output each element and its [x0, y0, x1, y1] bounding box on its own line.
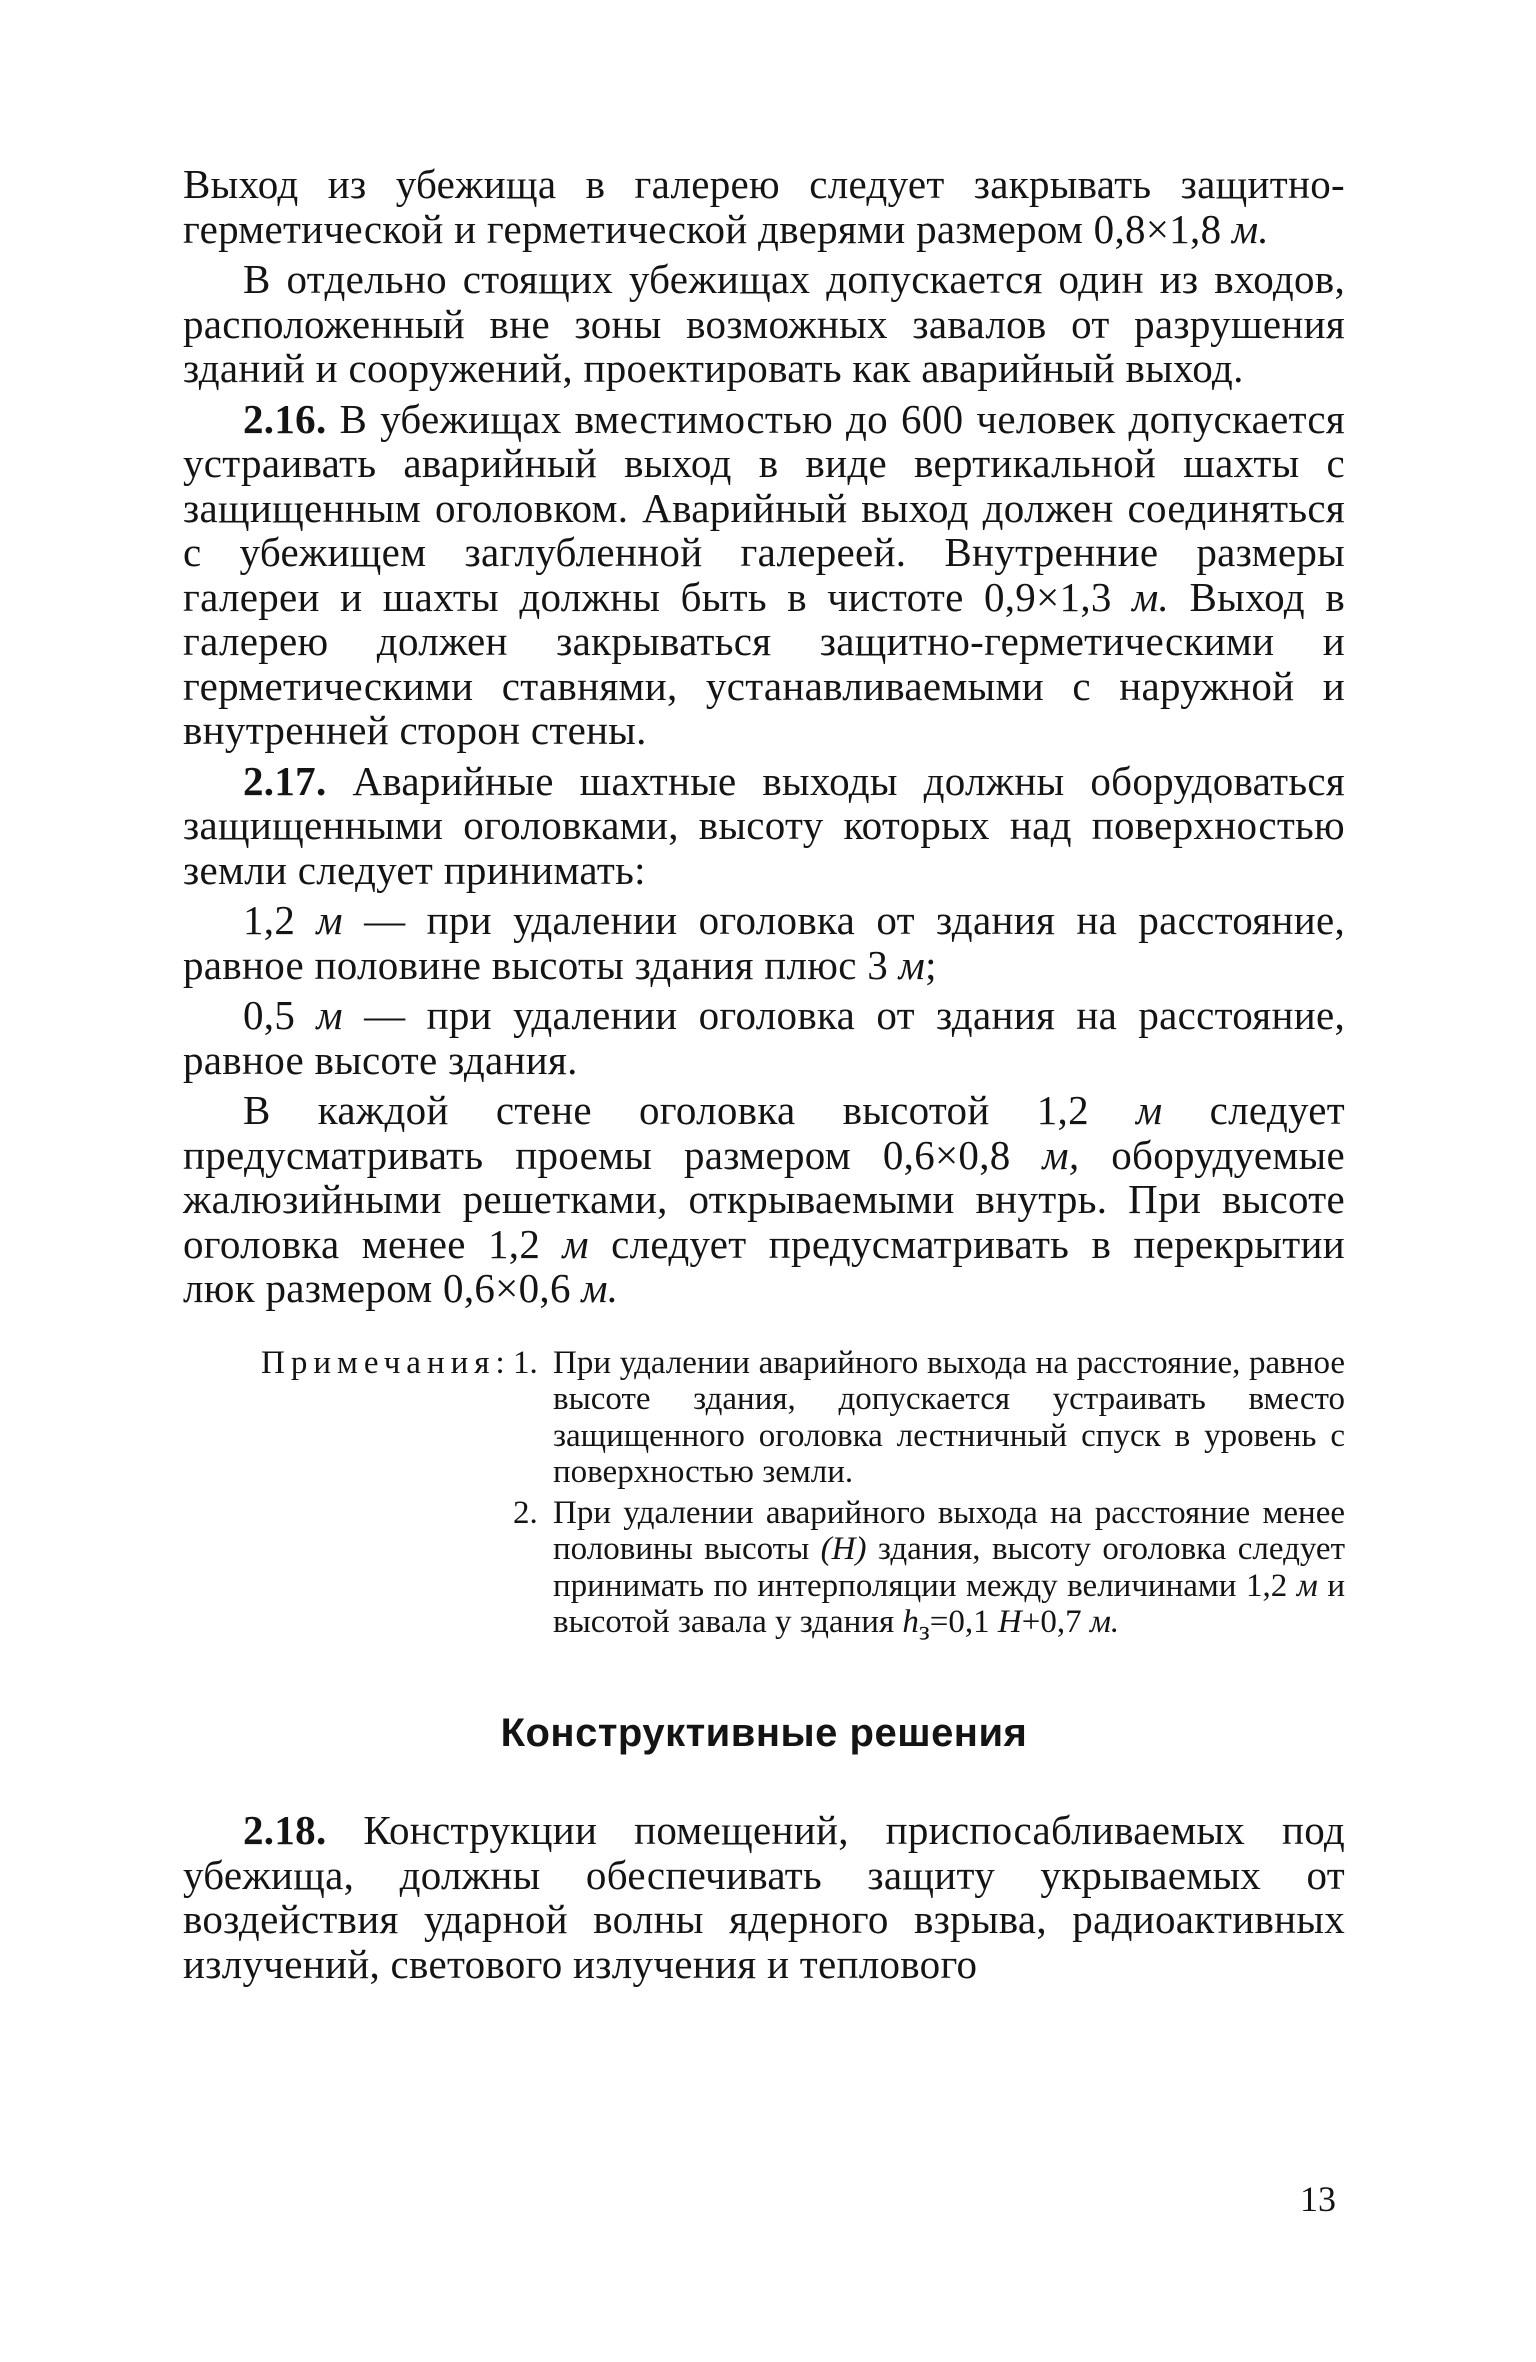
- unit-label: м.: [1132, 573, 1170, 620]
- paragraph-text: следует предусматривать проемы размером 0,6×0,8: [183, 1087, 1345, 1178]
- unit-label: м.: [1089, 1604, 1120, 1640]
- paragraph-text: — при удалении оголовка от здания на расстояние, равное высоте здания.: [183, 992, 1345, 1083]
- unit-label: м: [562, 1220, 589, 1267]
- paragraph-text: следует предусматривать в перекрытии люк размером 0,6×0,6: [183, 1220, 1345, 1311]
- paragraph-text: В каждой стене оголовка высотой 1,2: [243, 1087, 1137, 1133]
- paragraph-2-18: [183, 1808, 1345, 1986]
- paragraph-text: оборудуемые жалюзийными решетками, открываемыми внутрь. При высоте оголовка менее 1,2: [183, 1131, 1346, 1267]
- paragraph-text: 0,5: [243, 992, 317, 1038]
- unit-label: м.: [581, 1265, 619, 1311]
- notes-label: Примечания:: [261, 1344, 511, 1381]
- clause-number: 2.17.: [243, 757, 327, 804]
- note-number: 1.: [513, 1344, 538, 1381]
- paragraph-height-1-2: [183, 898, 1345, 987]
- paragraph-height-0-5: [183, 993, 1345, 1082]
- unit-label: м,: [1042, 1131, 1080, 1178]
- paragraph-2-17: [183, 759, 1345, 893]
- formula-symbol: H: [997, 1604, 1022, 1640]
- notes-block: [183, 1345, 1345, 1650]
- paragraph-openings: [183, 1088, 1345, 1311]
- paragraph-exit-gallery: [183, 162, 1345, 251]
- note-text: При удалении аварийного выхода на расстояние менее половины высоты: [553, 1494, 1345, 1567]
- note-item: [513, 1494, 1345, 1650]
- note-text: и высотой завала у здания: [553, 1567, 1345, 1640]
- paragraph-text: 1,2: [243, 897, 317, 943]
- paragraph-text: Конструкции помещений, приспосабливаемых под убежища, должны обеспечивать защиту укрываемых от воздействия ударной волны ядерного взрыва, радиоактивных излучений, светового излучения и теплового: [183, 1807, 1345, 1987]
- paragraph-text: В убежищах вместимостью до 600 человек допускается устраивать аварийный выход в виде вертикальной шахты с защищенным оголовком. Аварийный выход должен соединяться с убежищем заглубленной галереей. Внутренние размеры галереи и шахты должны быть в чистоте 0,9×1,3: [183, 395, 1345, 620]
- note-text: При удалении аварийного выхода на расстояние, равное высоте здания, допускается устраивать вместо защищенного оголовка лестничный спуск в уровень с поверхностью земли.: [553, 1344, 1345, 1490]
- paragraph-text: Выход из убежища в галерею следует закрывать защитно-герметической и герметической дверями размером 0,8×1,8: [183, 161, 1345, 252]
- paragraph-2-16: [183, 397, 1345, 753]
- clause-number: 2.16.: [243, 395, 327, 442]
- document-body: [183, 162, 1345, 1986]
- paragraph-standalone-shelters: [183, 257, 1345, 391]
- formula-symbol: h: [902, 1604, 919, 1640]
- note-text: =0,1: [929, 1604, 998, 1640]
- unit-label: м: [1296, 1567, 1318, 1604]
- paragraph-text: Выход в галерею должен закрываться защитно-герметическими и герметическими ставнями, устанавливаемыми с наружной и внутренней сторон стены.: [183, 573, 1346, 753]
- clause-number: 2.18.: [243, 1807, 327, 1854]
- section-heading: Конструктивные решения: [500, 1711, 1028, 1756]
- unit-label: м: [316, 992, 343, 1038]
- unit-label: м: [1136, 1087, 1163, 1133]
- formula-subscript: з: [918, 1614, 930, 1646]
- unit-label: м: [316, 897, 343, 943]
- paragraph-text: Аварийные шахтные выходы должны оборудоваться защищенными оголовками, высоту которых над поверхностью земли следует принимать:: [183, 757, 1345, 893]
- note-symbol: (H): [820, 1531, 867, 1567]
- note-text: +0,7: [1021, 1604, 1090, 1640]
- paragraph-text: В отдельно стоящих убежищах допускается один из входов, расположенный вне зоны возможных завалов от разрушения зданий и сооружений, проектировать как аварийный выход.: [183, 256, 1345, 391]
- paragraph-text: ;: [925, 941, 937, 988]
- paragraph-text: — при удалении оголовка от здания на расстояние, равное половине высоты здания плюс 3: [183, 897, 1345, 988]
- note-item: [513, 1344, 1345, 1491]
- note-text: здания, высоту оголовка следует принимать по интерполяции между величинами 1,2: [553, 1531, 1345, 1604]
- unit-label: м.: [1231, 205, 1269, 252]
- unit-label: м: [898, 941, 926, 988]
- note-number: 2.: [513, 1494, 538, 1531]
- page-number: 13: [1300, 2179, 1336, 2219]
